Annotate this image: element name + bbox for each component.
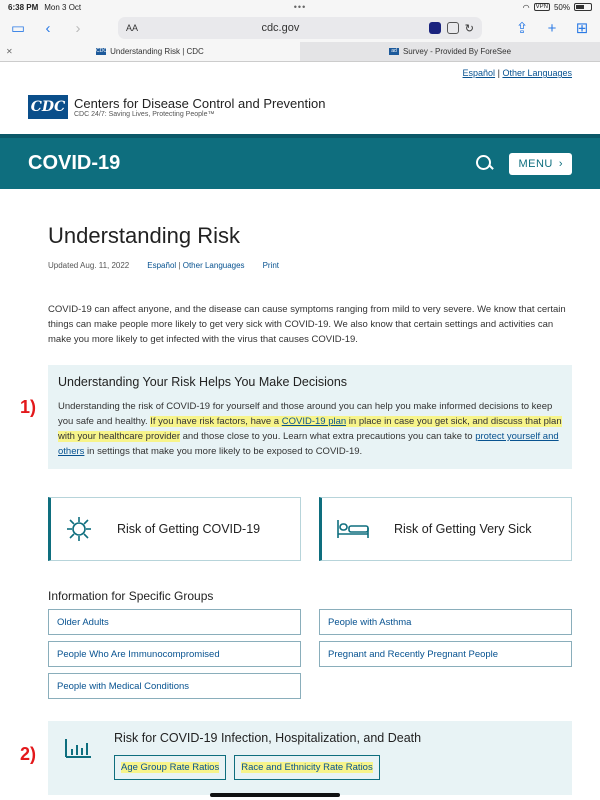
extension-icon[interactable] <box>429 22 441 34</box>
survey-favicon: ad <box>389 48 399 55</box>
tab-label: Survey - Provided By ForeSee <box>402 47 512 56</box>
protect-yourself-link[interactable]: protect yourself and others <box>58 431 559 457</box>
hospital-bed-icon <box>336 518 370 540</box>
wifi-icon: ◠ <box>522 2 530 12</box>
org-name-block <box>74 96 325 118</box>
risk-cards <box>48 497 572 561</box>
callout-heading: Understanding Your Risk Helps You Make Decisions <box>58 375 348 389</box>
lang-separator: | <box>497 68 500 78</box>
back-icon[interactable]: ‹ <box>45 19 51 37</box>
callout-text <box>58 399 562 459</box>
rate-ratios-section <box>48 721 572 795</box>
card-label: Risk of Getting COVID-19 <box>117 522 261 536</box>
translate-icon[interactable] <box>447 22 459 34</box>
other-languages-link[interactable]: Other Languages <box>182 261 245 270</box>
cdc-favicon: CDC <box>96 48 107 54</box>
home-indicator[interactable] <box>210 793 340 797</box>
highlight-text: in place in case you get sick, and discuss that plan with your healthcare provider <box>58 416 562 442</box>
virus-icon <box>65 515 93 543</box>
age-group-rate-ratios-button[interactable] <box>114 755 226 780</box>
group-immunocompromised[interactable]: People Who Are Immunocompromised <box>48 641 301 667</box>
sidebar-icon[interactable]: ▭ <box>10 20 26 37</box>
callout-text-part: and those close to you. Learn what extra precautions you can take to <box>179 431 476 442</box>
groups-heading: Information for Specific Groups <box>48 589 214 603</box>
covid-plan-link[interactable]: COVID-19 plan <box>281 416 347 427</box>
risk-very-sick-card[interactable] <box>319 497 572 561</box>
bar-chart-icon <box>64 737 92 759</box>
status-bar <box>0 0 600 14</box>
pill-label: Race and Ethnicity Rate Ratios <box>241 762 373 773</box>
print-link[interactable]: Print <box>262 261 280 270</box>
new-tab-icon[interactable]: + <box>547 19 557 37</box>
tab-understanding-risk[interactable] <box>0 42 300 61</box>
espanol-link[interactable]: Español <box>462 68 496 78</box>
risk-getting-covid-card[interactable] <box>48 497 301 561</box>
page-title: Understanding Risk <box>48 223 240 248</box>
cdc-logo[interactable]: CDC <box>28 95 68 119</box>
intro-paragraph: COVID-19 can affect anyone, and the disease can cause symptoms ranging from mild to very severe. We know that certain things can make people more likely to get very sick with COVID-19. We also know that certain settings and activities can make you more likely to get infected with the virus that causes COVID-19. <box>48 304 566 345</box>
specific-groups-section <box>48 589 572 699</box>
group-older-adults[interactable]: Older Adults <box>48 609 301 635</box>
battery-icon <box>574 3 592 11</box>
tab-overview-icon[interactable]: ⊞ <box>575 20 589 37</box>
forward-icon[interactable]: › <box>75 19 81 37</box>
race-ethnicity-rate-ratios-button[interactable] <box>234 755 379 780</box>
reload-icon[interactable]: ↻ <box>464 22 474 35</box>
menu-label: MENU <box>518 157 553 170</box>
chevron-right-icon: › <box>558 157 563 170</box>
tab-label: Understanding Risk | CDC <box>110 47 204 56</box>
tab-survey[interactable] <box>300 42 600 61</box>
covid-title[interactable]: COVID-19 <box>28 152 121 174</box>
reader-options-button[interactable]: AA <box>126 23 139 33</box>
group-medical-conditions[interactable]: People with Medical Conditions <box>48 673 301 699</box>
groups-grid <box>48 609 572 699</box>
pill-label: Age Group Rate Ratios <box>121 762 220 773</box>
callout-text-part: in settings that make you more likely to be exposed to COVID-19. <box>84 446 363 457</box>
share-icon[interactable]: ⇪ <box>515 20 529 37</box>
decisions-callout <box>48 365 572 469</box>
browser-toolbar <box>0 14 600 42</box>
highlight-text: If you have risk factors, have a <box>150 416 282 427</box>
rate-ratio-links <box>114 755 560 780</box>
address-bar[interactable] <box>118 17 482 39</box>
status-date: Mon 3 Oct <box>44 2 82 12</box>
page-meta <box>48 261 572 270</box>
covid-banner <box>0 134 600 189</box>
rate-ratios-heading: Risk for COVID-19 Infection, Hospitalization, and Death <box>114 731 422 745</box>
vpn-badge: VPN <box>535 4 548 10</box>
status-indicators <box>523 3 592 12</box>
org-tagline: CDC 24/7: Saving Lives, Protecting People™ <box>74 111 215 118</box>
url-text[interactable]: cdc.gov <box>261 22 300 34</box>
card-label: Risk of Getting Very Sick <box>394 522 532 536</box>
language-bar <box>0 62 600 82</box>
callout-text-part: Understanding the risk of COVID-19 for yourself and those around you can help you make informed decisions to keep you safe and healthy. <box>58 401 553 427</box>
search-icon[interactable] <box>475 154 495 174</box>
group-asthma[interactable]: People with Asthma <box>319 609 572 635</box>
menu-button[interactable] <box>509 153 572 175</box>
group-pregnant[interactable]: Pregnant and Recently Pregnant People <box>319 641 572 667</box>
annotation-1: 1) <box>20 397 37 417</box>
tab-strip <box>0 42 600 62</box>
annotation-2: 2) <box>20 744 37 764</box>
org-name[interactable]: Centers for Disease Control and Prevention <box>74 96 326 111</box>
main-content <box>0 223 600 795</box>
updated-date: Updated Aug. 11, 2022 <box>48 261 130 270</box>
status-time: 6:38 PM <box>8 2 39 12</box>
close-tab-icon[interactable]: ✕ <box>6 47 13 56</box>
meta-separator: | <box>178 261 181 270</box>
multitask-dots[interactable]: ••• <box>293 2 307 12</box>
other-languages-link[interactable]: Other Languages <box>502 68 572 78</box>
espanol-link[interactable]: Español <box>147 261 177 270</box>
battery-percent: 50% <box>553 2 570 12</box>
cdc-header <box>0 82 600 132</box>
